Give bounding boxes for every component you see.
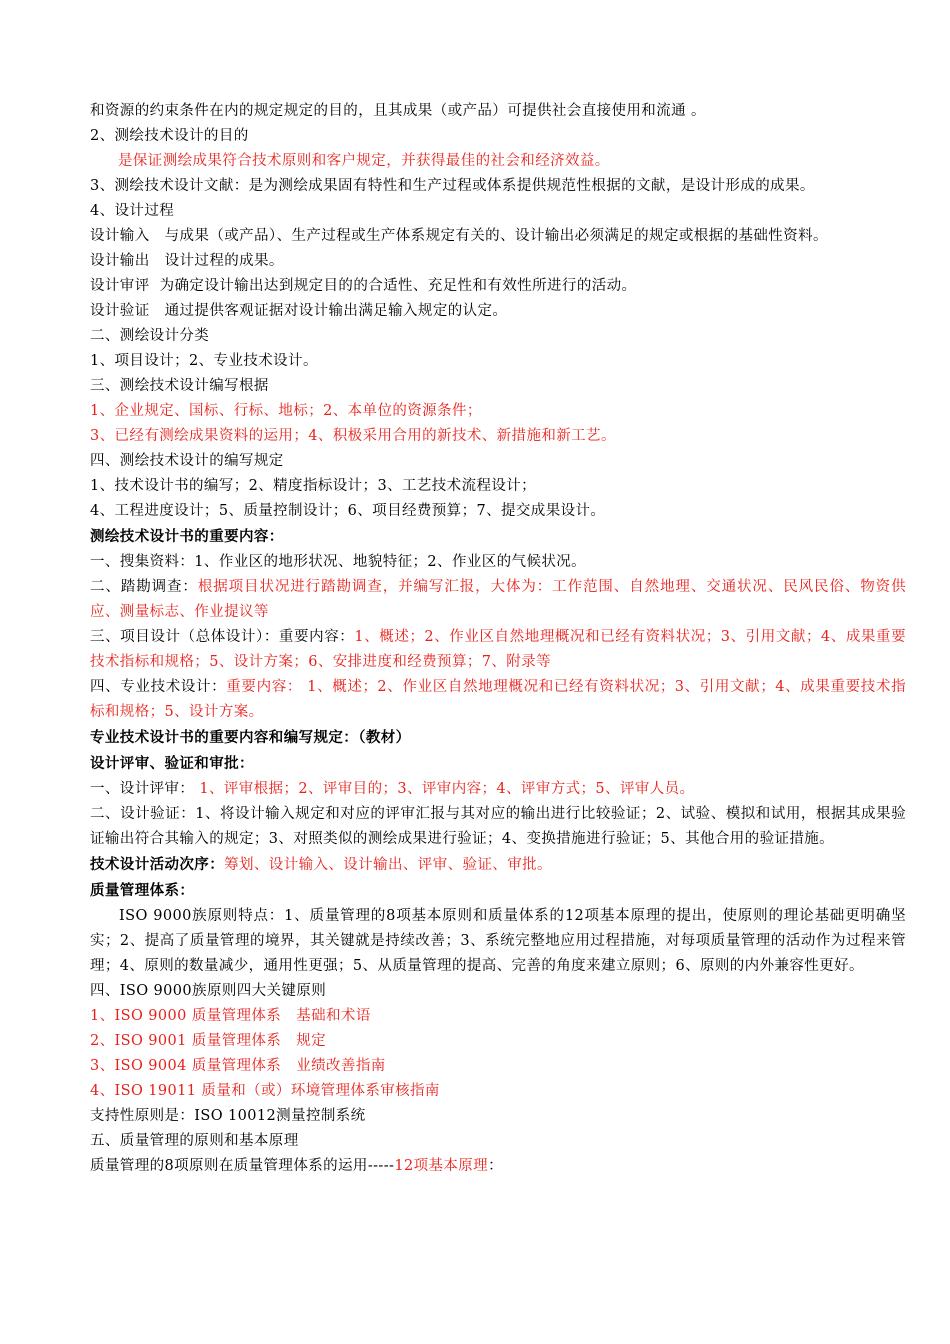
text-line xyxy=(90,625,906,675)
text-line xyxy=(90,249,906,274)
section-heading: 设计评审、验证和审批： xyxy=(90,755,254,772)
body-text: 设计审评 为确定设计输出达到规定目的的合适性、充足性和有效性所进行的活动。 xyxy=(90,278,637,294)
text-line xyxy=(90,852,906,878)
text-line xyxy=(90,675,906,725)
highlighted-text: 4、ISO 19011 质量和（或）环境管理体系审核指南 xyxy=(90,1083,440,1099)
text-line xyxy=(90,1054,906,1079)
text-line xyxy=(90,777,906,802)
body-text: 一、设计评审： xyxy=(90,781,195,797)
text-line xyxy=(90,979,906,1004)
body-text: 设计输出 设计过程的成果。 xyxy=(90,253,284,269)
highlighted-text: 1、评审根据；2、评审目的；3、评审内容；4、评审方式；5、评审人员。 xyxy=(194,781,695,797)
body-text: 四、测绘技术设计的编写规定 xyxy=(90,453,284,469)
highlighted-text: 1、企业规定、国标、行标、地标；2、本单位的资源条件； xyxy=(90,403,482,419)
text-line xyxy=(90,1129,906,1154)
section-heading: 质量管理体系： xyxy=(90,882,195,899)
body-text: 和资源的约束条件在内的规定规定的目的，且其成果（或产品）可提供社会直接使用和流通 。 xyxy=(90,103,706,119)
body-text: 4、设计过程 xyxy=(90,203,175,219)
text-line xyxy=(90,224,906,249)
text-line xyxy=(90,349,906,374)
text-line xyxy=(90,1079,906,1104)
body-text: 支持性原则是：ISO 10012测量控制系统 xyxy=(90,1108,366,1124)
body-text: 1、项目设计；2、专业技术设计。 xyxy=(90,353,318,369)
text-line xyxy=(90,449,906,474)
body-text: ： xyxy=(488,1158,503,1174)
text-line xyxy=(90,878,906,904)
highlighted-text: 2、ISO 9001 质量管理体系 规定 xyxy=(90,1033,327,1049)
text-line xyxy=(90,274,906,299)
body-text: 二、设计验证：1、将设计输入规定和对应的评审汇报与其对应的输出进行比较验证；2、试验、模拟和试用，根据其成果验证输出符合其输入的规定；3、对照类似的测绘成果进行验证；4、变换措施进行验证；5、其他合用的验证措施。 xyxy=(90,806,906,847)
text-line xyxy=(90,1029,906,1054)
text-line xyxy=(90,725,906,751)
body-text: 质量管理的8项原则在质量管理体系的运用----- xyxy=(90,1158,395,1174)
body-text: ISO 9000族原则特点：1、质量管理的8项基本原则和质量体系的12项基本原理的提出，使原则的理论基础更明确坚实；2、提高了质量管理的境界，其关键就是持续改善；3、系统完整地应用过程措施，对每项质量管理的活动作为过程来管理；4、原则的数量减少，通用性更强；5、从质量管理的提高、完善的角度来建立原则；6、原则的内外兼容性更好。 xyxy=(90,908,906,974)
body-text: 4、工程进度设计；5、质量控制设计；6、项目经费预算；7、提交成果设计。 xyxy=(90,503,606,519)
text-line xyxy=(90,1154,906,1179)
body-text: 四、ISO 9000族原则四大关键原则 xyxy=(90,983,327,999)
body-text: 一、搜集资料：1、作业区的地形状况、地貌特征；2、作业区的气候状况。 xyxy=(90,554,587,570)
document-page xyxy=(90,99,906,1179)
body-text: 2、测绘技术设计的目的 xyxy=(90,128,249,144)
text-line xyxy=(90,324,906,349)
text-line xyxy=(90,575,906,625)
body-text: 二、测绘设计分类 xyxy=(90,328,210,344)
body-text: 五、质量管理的原则和基本原理 xyxy=(90,1133,299,1149)
text-line xyxy=(90,149,906,174)
text-line xyxy=(90,550,906,575)
text-line xyxy=(90,499,906,524)
highlighted-text: 重要内容： 1、概述；2、作业区自然地理概况和已经有资料状况；3、引用文献；4、成果重要技术指标和规格；5、设计方案。 xyxy=(90,679,906,720)
body-text: 设计验证 通过提供客观证据对设计输出满足输入规定的认定。 xyxy=(90,303,508,319)
highlighted-text: 3、ISO 9004 质量管理体系 业绩改善指南 xyxy=(90,1058,386,1074)
text-line xyxy=(90,474,906,499)
highlighted-text: 12项基本原理 xyxy=(394,1158,489,1174)
body-text: 二、踏勘调查： xyxy=(90,579,198,595)
section-heading: 专业技术设计书的重要内容和编写规定：（教材） xyxy=(90,729,411,746)
text-line xyxy=(90,174,906,199)
text-line xyxy=(90,751,906,777)
text-line xyxy=(90,802,906,852)
section-heading: 测绘技术设计书的重要内容： xyxy=(90,528,284,545)
text-line xyxy=(90,299,906,324)
text-line xyxy=(90,199,906,224)
text-line xyxy=(90,524,906,550)
highlighted-text: 3、已经有测绘成果资料的运用；4、积极采用合用的新技术、新措施和新工艺。 xyxy=(90,428,616,444)
text-line xyxy=(90,1104,906,1129)
highlighted-text: 1、ISO 9000 质量管理体系 基础和术语 xyxy=(90,1008,371,1024)
section-heading: 技术设计活动次序： xyxy=(90,856,225,873)
body-text: 三、项目设计（总体设计）：重要内容： xyxy=(90,629,355,645)
body-text: 设计输入 与成果（或产品）、生产过程或生产体系规定有关的、设计输出必须满足的规定或根据的基础性资料。 xyxy=(90,228,828,244)
highlighted-text: 是保证测绘成果符合技术原则和客户规定，并获得最佳的社会和经济效益。 xyxy=(118,153,610,169)
text-line xyxy=(90,1004,906,1029)
text-line xyxy=(90,904,906,979)
body-text: 四、专业技术设计： xyxy=(90,679,227,695)
highlighted-text: 根据项目状况进行踏勘调查，并编写汇报，大体为：工作范围、自然地理、交通状况、民风民俗、物资供应、测量标志、作业提议等 xyxy=(90,579,906,620)
highlighted-text: 1、概述；2、作业区自然地理概况和已经有资料状况；3、引用文献；4、成果重要技术指标和规格；5、设计方案；6、安排进度和经费预算；7、附录等 xyxy=(90,629,906,670)
text-line xyxy=(90,424,906,449)
body-text: 3、测绘技术设计文献：是为测绘成果固有特性和生产过程或体系提供规范性根据的文献，是设计形成的成果。 xyxy=(90,178,815,194)
body-text: 三、测绘技术设计编写根据 xyxy=(90,378,269,394)
body-text: 1、技术设计书的编写；2、精度指标设计；3、工艺技术流程设计； xyxy=(90,478,537,494)
text-line xyxy=(90,99,906,124)
text-line xyxy=(90,399,906,424)
text-line xyxy=(90,374,906,399)
highlighted-text: 筹划、设计输入、设计输出、评审、验证、审批。 xyxy=(224,857,552,873)
text-line xyxy=(90,124,906,149)
